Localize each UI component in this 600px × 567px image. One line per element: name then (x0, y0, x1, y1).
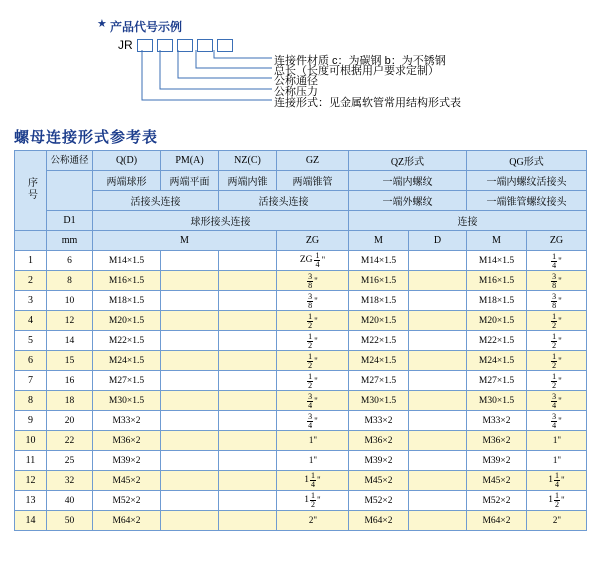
cell-pm-m (161, 371, 219, 391)
table-header-row-4 (15, 211, 587, 231)
table-row (15, 371, 587, 391)
header-q-ball: 两端球形 (93, 171, 161, 191)
table-row (15, 291, 587, 311)
header-qz-inner-thread: 一端内螺纹 (349, 171, 467, 191)
gz-size: $\frac{3}{8}$ " (308, 291, 318, 310)
cell-qz-d (409, 471, 467, 491)
gz-size: 2" (308, 514, 318, 525)
cell-q-m: M16×1.5 (93, 271, 161, 291)
cell-q-m: M30×1.5 (93, 391, 161, 411)
cell-nz-m (219, 291, 277, 311)
cell-qz-m: M24×1.5 (349, 351, 409, 371)
code-example-title: 产品代号示例 (110, 20, 183, 34)
cell-seq: 14 (15, 511, 47, 531)
cell-seq: 12 (15, 471, 47, 491)
header-d1: D1 (47, 211, 93, 231)
header-qg: QG形式 (467, 151, 587, 171)
cell-gz-zg (277, 451, 349, 471)
cell-qg-m: M64×2 (467, 511, 527, 531)
cell-seq: 3 (15, 291, 47, 311)
cell-gz-zg (277, 311, 349, 331)
cell-pm-m (161, 451, 219, 471)
qg-size: $\frac{1}{2}$ " (552, 351, 562, 370)
table-row (15, 511, 587, 531)
legend-material: 连接件材质 c：为碳钢 b：为不锈钢 (274, 55, 446, 67)
cell-qz-m: M18×1.5 (349, 291, 409, 311)
gz-size: 1" (308, 454, 318, 465)
cell-gz-zg (277, 291, 349, 311)
cell-gz-zg (277, 391, 349, 411)
cell-qg-zg (527, 251, 587, 271)
cell-pm-m (161, 391, 219, 411)
cell-qg-zg (527, 351, 587, 371)
table-row (15, 271, 587, 291)
header-pm-a: PM(A) (161, 151, 219, 171)
cell-nominal-diameter: 20 (47, 411, 93, 431)
cell-seq: 7 (15, 371, 47, 391)
gz-size: $\frac{3}{4}$ " (308, 391, 318, 410)
cell-nominal-diameter: 22 (47, 431, 93, 451)
cell-qg-m: M33×2 (467, 411, 527, 431)
cell-qg-zg (527, 471, 587, 491)
cell-nz-m (219, 431, 277, 451)
header-nominal-diameter: 公称通径 (47, 151, 93, 171)
cell-qg-zg (527, 431, 587, 451)
cell-nz-m (219, 411, 277, 431)
cell-seq: 9 (15, 411, 47, 431)
cell-nominal-diameter: 32 (47, 471, 93, 491)
table-row (15, 411, 587, 431)
header-nz-cone: 两端内锥 (219, 171, 277, 191)
cell-gz-zg (277, 471, 349, 491)
cell-qz-m: M52×2 (349, 491, 409, 511)
cell-qg-m: M45×2 (467, 471, 527, 491)
cell-pm-m (161, 251, 219, 271)
header-qg-taper-pipe-thread: 一端锥管螺纹接头 (467, 191, 587, 211)
header-unit-qg-m: M (467, 231, 527, 251)
gz-size: $\frac{1}{2}$ " (308, 331, 318, 350)
table-header (15, 151, 587, 251)
cell-nz-m (219, 391, 277, 411)
cell-qg-zg (527, 411, 587, 431)
qg-size: $\frac{3}{4}$ " (552, 411, 562, 430)
cell-pm-m (161, 351, 219, 371)
gz-size: $\frac{3}{8}$ " (308, 271, 318, 290)
cell-pm-m (161, 291, 219, 311)
table-row (15, 391, 587, 411)
cell-qz-d (409, 311, 467, 331)
table-header-row-2 (15, 171, 587, 191)
header-unit-seq-blank (15, 231, 47, 251)
cell-gz-zg (277, 511, 349, 531)
cell-q-m: M64×2 (93, 511, 161, 531)
cell-q-m: M18×1.5 (93, 291, 161, 311)
cell-qg-m: M16×1.5 (467, 271, 527, 291)
qg-size: 1" (552, 434, 562, 445)
cell-nominal-diameter: 12 (47, 311, 93, 331)
cell-q-m: M27×1.5 (93, 371, 161, 391)
cell-gz-zg (277, 431, 349, 451)
cell-qg-m: M39×2 (467, 451, 527, 471)
cell-qz-m: M27×1.5 (349, 371, 409, 391)
cell-pm-m (161, 311, 219, 331)
cell-q-m: M36×2 (93, 431, 161, 451)
cell-seq: 6 (15, 351, 47, 371)
cell-gz-zg (277, 411, 349, 431)
cell-pm-m (161, 331, 219, 351)
cell-pm-m (161, 431, 219, 451)
cell-qg-zg (527, 331, 587, 351)
gz-size: ZG $\frac{1}{4}$ " (299, 251, 326, 269)
cell-qz-d (409, 331, 467, 351)
header-nz-c: NZ(C) (219, 151, 277, 171)
cell-q-m: M33×2 (93, 411, 161, 431)
cell-q-m: M24×1.5 (93, 351, 161, 371)
cell-qz-m: M64×2 (349, 511, 409, 531)
cell-nominal-diameter: 40 (47, 491, 93, 511)
cell-q-m: M45×2 (93, 471, 161, 491)
cell-seq: 13 (15, 491, 47, 511)
gz-size: 1 $\frac{1}{4}$ " (304, 471, 321, 489)
header-unit-zg: ZG (277, 231, 349, 251)
cell-qz-d (409, 251, 467, 271)
cell-seq: 5 (15, 331, 47, 351)
cell-qg-zg (527, 291, 587, 311)
qg-size: $\frac{1}{2}$ " (552, 371, 562, 390)
nut-connection-spec-table (14, 150, 587, 531)
gz-size: 1" (308, 434, 318, 445)
cell-pm-m (161, 491, 219, 511)
cell-qg-m: M22×1.5 (467, 331, 527, 351)
qg-size: $\frac{3}{8}$ " (552, 271, 562, 290)
table-row (15, 331, 587, 351)
cell-qz-m: M45×2 (349, 471, 409, 491)
cell-qg-m: M36×2 (467, 431, 527, 451)
cell-qz-d (409, 431, 467, 451)
header-unit-m: M (93, 231, 277, 251)
cell-nz-m (219, 271, 277, 291)
cell-qz-d (409, 451, 467, 471)
cell-qz-m: M22×1.5 (349, 331, 409, 351)
header-connection: 连接 (349, 211, 587, 231)
cell-nz-m (219, 471, 277, 491)
header-union-connection-1: 活接头连接 (93, 191, 219, 211)
header-unit-qz-m: M (349, 231, 409, 251)
qg-size: $\frac{1}{2}$ " (552, 331, 562, 350)
cell-nominal-diameter: 16 (47, 371, 93, 391)
cell-qz-d (409, 411, 467, 431)
table-header-row-1 (15, 151, 587, 171)
cell-qg-m: M18×1.5 (467, 291, 527, 311)
header-unit-qz-d: D (409, 231, 467, 251)
product-code-example (0, 0, 600, 122)
qg-size: 2" (552, 514, 562, 525)
header-pm-flat: 两端平面 (161, 171, 219, 191)
cell-qz-d (409, 291, 467, 311)
cell-q-m: M20×1.5 (93, 311, 161, 331)
legend-connection-type: 连接形式：见金属软管常用结构形式表 (274, 97, 461, 109)
cell-pm-m (161, 511, 219, 531)
cell-nz-m (219, 251, 277, 271)
code-prefix-label: JR (118, 38, 133, 52)
cell-qz-d (409, 351, 467, 371)
cell-qz-m: M14×1.5 (349, 251, 409, 271)
cell-qz-d (409, 271, 467, 291)
header-unit-mm: mm (47, 231, 93, 251)
qg-size: $\frac{1}{4}$ " (552, 251, 562, 270)
cell-qg-m: M52×2 (467, 491, 527, 511)
cell-pm-m (161, 271, 219, 291)
cell-seq: 2 (15, 271, 47, 291)
cell-q-m: M22×1.5 (93, 331, 161, 351)
cell-qg-zg (527, 491, 587, 511)
table-header-row-5 (15, 231, 587, 251)
gz-size: $\frac{1}{2}$ " (308, 371, 318, 390)
cell-nominal-diameter: 14 (47, 331, 93, 351)
cell-qz-m: M36×2 (349, 431, 409, 451)
header-seq: 序号 (15, 151, 47, 231)
cell-nz-m (219, 311, 277, 331)
gz-size: 1 $\frac{1}{2}$ " (304, 491, 321, 509)
cell-q-m: M14×1.5 (93, 251, 161, 271)
cell-qz-m: M39×2 (349, 451, 409, 471)
header-qg-inner-thread-union: 一端内螺纹活接头 (467, 171, 587, 191)
header-qz-outer-thread: 一端外螺纹 (349, 191, 467, 211)
header-diameter-blank (47, 171, 93, 211)
cell-qz-m: M20×1.5 (349, 311, 409, 331)
cell-gz-zg (277, 351, 349, 371)
cell-qz-d (409, 511, 467, 531)
cell-gz-zg (277, 251, 349, 271)
spec-table-container (14, 150, 586, 531)
cell-qg-m: M30×1.5 (467, 391, 527, 411)
legend-nominal-diameter: 公称通径 (274, 75, 318, 87)
cell-nominal-diameter: 18 (47, 391, 93, 411)
cell-gz-zg (277, 331, 349, 351)
qg-size: $\frac{1}{2}$ " (552, 311, 562, 330)
table-row (15, 311, 587, 331)
cell-nominal-diameter: 25 (47, 451, 93, 471)
cell-seq: 10 (15, 431, 47, 451)
cell-gz-zg (277, 271, 349, 291)
cell-qg-zg (527, 311, 587, 331)
cell-qg-m: M20×1.5 (467, 311, 527, 331)
cell-qg-m: M14×1.5 (467, 251, 527, 271)
cell-nz-m (219, 351, 277, 371)
cell-qg-zg (527, 511, 587, 531)
cell-qz-m: M16×1.5 (349, 271, 409, 291)
table-row (15, 471, 587, 491)
cell-nz-m (219, 491, 277, 511)
cell-qz-m: M33×2 (349, 411, 409, 431)
table-header-row-3 (15, 191, 587, 211)
cell-nz-m (219, 451, 277, 471)
cell-gz-zg (277, 371, 349, 391)
qg-size: $\frac{3}{4}$ " (552, 391, 562, 410)
cell-gz-zg (277, 491, 349, 511)
cell-qg-zg (527, 451, 587, 471)
cell-pm-m (161, 411, 219, 431)
header-gz-taper: 两端锥管 (277, 171, 349, 191)
table-row (15, 451, 587, 471)
cell-seq: 4 (15, 311, 47, 331)
cell-seq: 11 (15, 451, 47, 471)
gz-size: $\frac{1}{2}$ " (308, 311, 318, 330)
cell-qg-m: M27×1.5 (467, 371, 527, 391)
qg-size: 1 $\frac{1}{2}$ " (548, 491, 565, 509)
header-ball-joint-connection: 球形接头连接 (93, 211, 349, 231)
cell-seq: 1 (15, 251, 47, 271)
qg-size: $\frac{3}{8}$ " (552, 291, 562, 310)
qg-size: 1" (552, 454, 562, 465)
star-icon: ★ (97, 18, 107, 30)
cell-nominal-diameter: 6 (47, 251, 93, 271)
table-row (15, 351, 587, 371)
gz-size: $\frac{1}{2}$ " (308, 351, 318, 370)
table-row (15, 491, 587, 511)
table-row (15, 251, 587, 271)
legend-nominal-pressure: 公称压力 (274, 86, 318, 98)
cell-q-m: M52×2 (93, 491, 161, 511)
cell-qg-zg (527, 371, 587, 391)
table-row (15, 431, 587, 451)
cell-qg-m: M24×1.5 (467, 351, 527, 371)
cell-pm-m (161, 471, 219, 491)
cell-nominal-diameter: 10 (47, 291, 93, 311)
cell-qz-m: M30×1.5 (349, 391, 409, 411)
cell-nominal-diameter: 8 (47, 271, 93, 291)
cell-qz-d (409, 491, 467, 511)
page-title: 螺母连接形式参考表 (14, 129, 159, 146)
cell-qg-zg (527, 271, 587, 291)
qg-size: 1 $\frac{1}{4}$ " (548, 471, 565, 489)
header-qz: QZ形式 (349, 151, 467, 171)
cell-nz-m (219, 331, 277, 351)
table-body (15, 251, 587, 531)
cell-qz-d (409, 391, 467, 411)
cell-nominal-diameter: 15 (47, 351, 93, 371)
header-unit-qg-zg: ZG (527, 231, 587, 251)
header-union-connection-2: 活接头连接 (219, 191, 349, 211)
header-gz: GZ (277, 151, 349, 171)
cell-q-m: M39×2 (93, 451, 161, 471)
cell-qg-zg (527, 391, 587, 411)
cell-seq: 8 (15, 391, 47, 411)
cell-qz-d (409, 371, 467, 391)
legend-total-length: 总长（长度可根据用户要求定制） (274, 65, 439, 77)
cell-nz-m (219, 511, 277, 531)
header-q-d: Q(D) (93, 151, 161, 171)
gz-size: $\frac{3}{4}$ " (308, 411, 318, 430)
cell-nominal-diameter: 50 (47, 511, 93, 531)
cell-nz-m (219, 371, 277, 391)
